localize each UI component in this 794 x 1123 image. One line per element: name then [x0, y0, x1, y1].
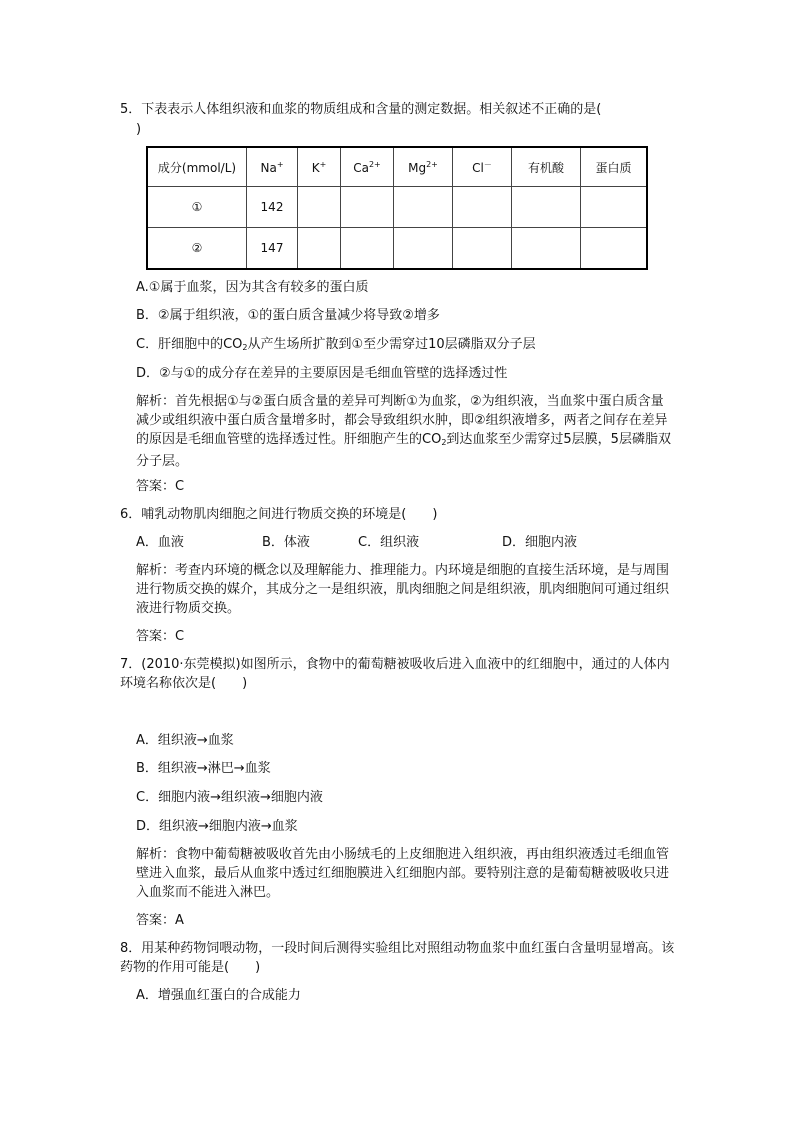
q6-stem: 6．哺乳动物肌肉细胞之间进行物质交换的环境是( ) — [120, 507, 438, 522]
table-cell — [453, 187, 512, 228]
q6-option-b: B．体液 — [262, 535, 310, 550]
q5-analysis: 解析：首先根据①与②蛋白质含量的差异可判断①为血浆，②为组织液，当血浆中蛋白质含量减少或组织液中蛋白质含量增多时，都会导致组织水肿，即②组织液增多，两者之间存在差异的原因是毛细血管壁的选择透过性。肝细胞产生的$CO_2$到达血浆至少需穿过5层膜，5层磷脂双分子层。 — [136, 394, 671, 469]
header-cell: Cl－ — [453, 147, 512, 187]
q8-option-a: A．增强血红蛋白的合成能力 — [136, 988, 301, 1003]
table-cell: ① — [147, 187, 247, 228]
q5-option-c: C．肝细胞中的$CO_2$从产生场所扩散到①至少需穿过10层磷脂双分子层 — [136, 337, 536, 352]
table-cell — [341, 187, 394, 228]
table-cell — [298, 228, 341, 270]
header-cell: Na+ — [247, 147, 298, 187]
q5-option-d: D．②与①的成分存在差异的主要原因是毛细血管壁的选择透过性 — [136, 366, 508, 381]
q6-analysis: 解析：考查内环境的概念以及理解能力、推理能力。内环境是细胞的直接生活环境，是与周围进行物质交换的媒介，其成分之一是组织液，肌肉细胞之间是组织液，肌肉细胞间可通过组织液进行物质交换。 — [136, 563, 670, 616]
table-cell — [512, 228, 581, 270]
table-cell — [394, 187, 453, 228]
q6-option-d: D．细胞内液 — [502, 535, 578, 550]
table-cell — [512, 187, 581, 228]
header-cell: 成分(mmol/L) — [147, 147, 247, 187]
q8-stem: 8．用某种药物饲喂动物，一段时间后测得实验组比对照组动物血浆中血红蛋白含量明显增高。该药物的作用可能是( ) — [120, 941, 675, 975]
table-cell — [394, 228, 453, 270]
table-cell: 147 — [247, 228, 298, 270]
q6-option-c: C．组织液 — [358, 535, 420, 550]
q7-option-a: A．组织液→血浆 — [136, 733, 234, 748]
q7-option-d: D．组织液→细胞内液→血浆 — [136, 819, 298, 834]
table-cell — [341, 228, 394, 270]
q5-option-a: A.①属于血浆，因为其含有较多的蛋白质 — [136, 280, 369, 295]
q6-option-a: A．血液 — [136, 535, 184, 550]
q7-stem: 7．(2010·东莞模拟)如图所示，食物中的葡萄糖被吸收后进入血液中的红细胞中，通过的人体内环境名称依次是( ) — [120, 657, 670, 691]
q5-data-table — [146, 146, 648, 270]
q7-option-c: C．细胞内液→组织液→细胞内液 — [136, 790, 323, 805]
q5-stem — [120, 100, 680, 140]
table-header-row — [147, 147, 647, 187]
table-cell — [581, 187, 648, 228]
q7-analysis: 解析：食物中葡萄糖被吸收首先由小肠绒毛的上皮细胞进入组织液，再由组织液透过毛细血管壁进入血浆，最后从血浆中透过红细胞膜进入红细胞内部。要特别注意的是葡萄糖被吸收只进入血浆而不能进入淋巴。 — [136, 847, 670, 900]
header-cell: 有机酸 — [512, 147, 581, 187]
table-row — [147, 228, 647, 270]
header-cell: $Ca^{2+}$ — [341, 147, 394, 187]
q5-stem-line1: 5．下表表示人体组织液和血浆的物质组成和含量的测定数据。相关叙述不正确的是( — [120, 102, 602, 117]
q6-answer: 答案：C — [136, 629, 185, 644]
q5-answer: 答案：C — [136, 479, 185, 494]
table-cell: ② — [147, 228, 247, 270]
header-cell: 蛋白质 — [581, 147, 648, 187]
table-cell — [453, 228, 512, 270]
table-row — [147, 187, 647, 228]
header-cell: $Mg^{2+}$ — [394, 147, 453, 187]
header-cell: K+ — [298, 147, 341, 187]
table-cell — [298, 187, 341, 228]
q5-stem-line2: ) — [136, 122, 142, 137]
table-cell: 142 — [247, 187, 298, 228]
table-cell — [581, 228, 648, 270]
q7-answer: 答案：A — [136, 913, 184, 928]
q5-option-b: B．②属于组织液，①的蛋白质含量减少将导致②增多 — [136, 308, 440, 323]
q7-option-b: B．组织液→淋巴→血浆 — [136, 761, 271, 776]
